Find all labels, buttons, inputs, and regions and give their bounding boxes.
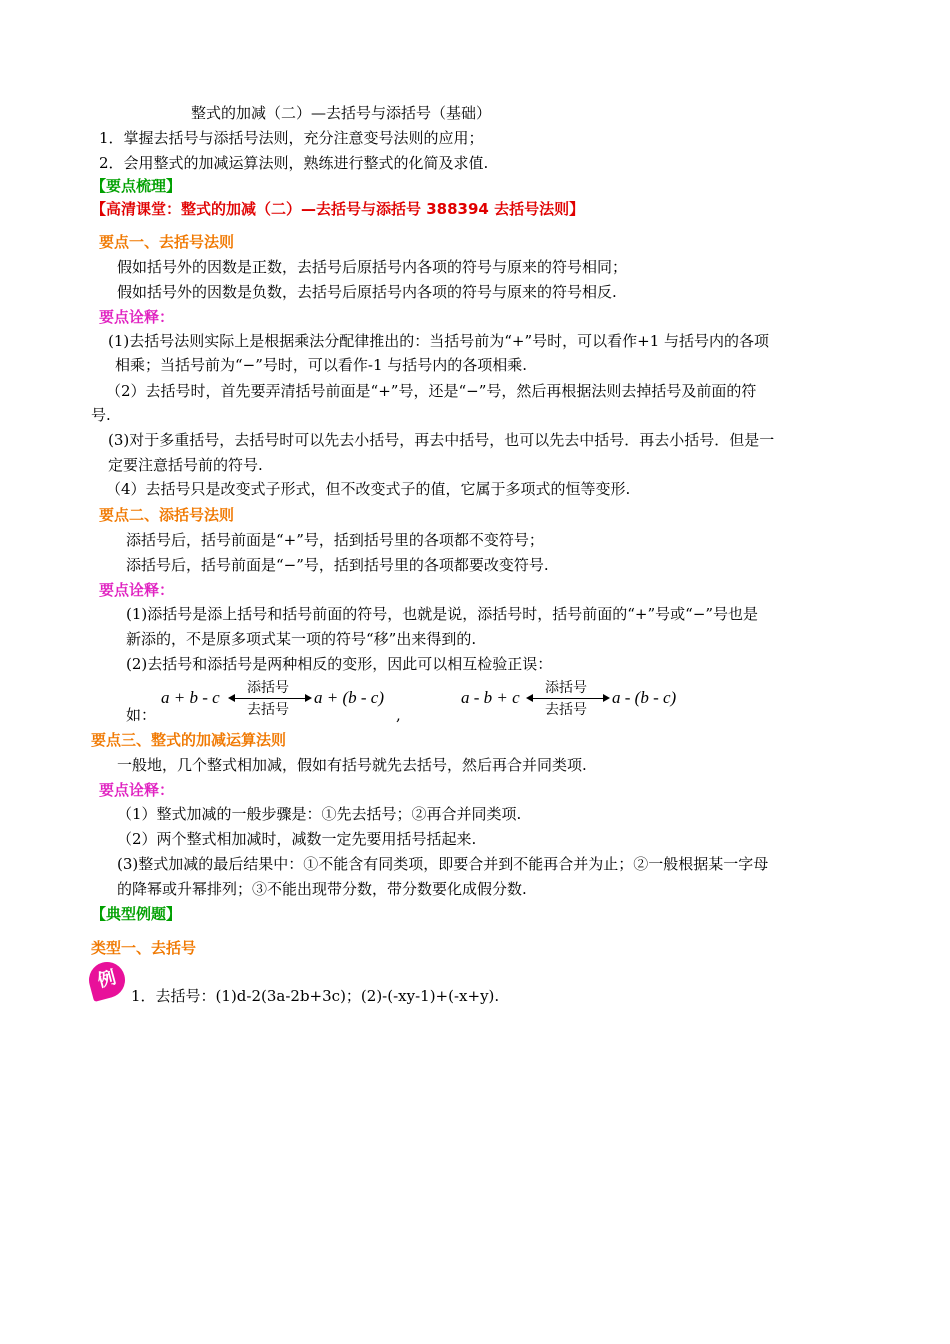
examples-heading: 【典型例题】 [91,905,182,923]
point2-line-2: 添括号后，括号前面是“−”号，括到括号里的各项都要改变符号. [126,556,549,574]
example-prefix: 如： [126,706,157,724]
point1-note-7: （4）去括号只是改变式子形式，但不改变式子的值，它属于多项式的恒等变形. [106,480,631,498]
point3-note-heading: 要点诠释： [99,781,175,799]
page-title: 整式的加减（二）—去括号与添括号（基础） [191,104,492,122]
point2-line-1: 添括号后，括号前面是“+”号，括到括号里的各项都不变符号； [126,531,544,549]
point3-note-4: 的降幂或升幂排列；③不能出现带分数，带分数要化成假分数. [117,880,527,898]
point2-note-heading: 要点诠释： [99,581,175,599]
point1-heading: 要点一、去括号法则 [99,233,235,251]
point3-heading: 要点三、整式的加减运算法则 [91,731,287,749]
point2-note-3: (2)去括号和添括号是两种相反的变形，因此可以相互检验正误： [126,655,553,673]
point1-note-heading: 要点诠释： [99,308,175,326]
formula1-right: a + (b - c) [314,688,385,707]
formula2-left: a - b + c [461,688,520,707]
example-badge-icon: 例 [85,958,129,1002]
formula2-right: a - (b - c) [612,688,677,707]
point3-line: 一般地，几个整式相加减，假如有括号就先去括号，然后再合并同类项. [117,756,587,774]
formula1-left: a + b - c [161,688,220,707]
formula-comma: , [396,706,401,724]
point1-note-6: 定要注意括号前的符号. [108,456,263,474]
point3-note-1: （1）整式加减的一般步骤是：①先去括号；②再合并同类项. [117,805,522,823]
point3-note-3: (3)整式加减的最后结果中：①不能含有同类项，即要合并到不能再合并为止；②一般根据某一字母 [117,855,769,873]
point1-line-2: 假如括号外的因数是负数，去括号后原括号内各项的符号与原来的符号相反. [117,283,617,301]
formula2-add-label: 添括号 [545,680,587,696]
point2-heading: 要点二、添括号法则 [99,506,235,524]
point1-note-5: (3)对于多重括号，去括号时可以先去小括号，再去中括号，也可以先去中括号．再去小括号．但是一 [108,431,775,449]
formula2-double-arrow [528,698,608,699]
formula2-remove-label: 去括号 [545,702,587,718]
goal-1: 1．掌握去括号与添括号法则，充分注意变号法则的应用； [99,129,484,147]
formula1-add-label: 添括号 [247,680,289,696]
course-heading: 【高清课堂：整式的加减（二）—去括号与添括号 388394 去括号法则】 [91,200,585,218]
point1-note-3: （2）去括号时，首先要弄清括号前面是“+”号，还是“−”号，然后再根据法则去掉括号及前面的符 [106,382,757,400]
type1-heading: 类型一、去括号 [91,939,197,957]
point3-note-2: （2）两个整式相加减时，减数一定先要用括号括起来. [117,830,477,848]
point1-note-2: 相乘；当括号前为“−”号时，可以看作-1 与括号内的各项相乘. [115,356,528,374]
point2-note-1: (1)添括号是添上括号和括号前面的符号，也就是说，添括号时，括号前面的“+”号或“−”号也是 [126,605,759,623]
point1-note-1: (1)去括号法则实际上是根据乘法分配律推出的：当括号前为“+”号时，可以看作+1 与括号内的各项 [108,332,770,350]
point1-line-1: 假如括号外的因数是正数，去括号后原括号内各项的符号与原来的符号相同； [117,258,628,276]
formula1-double-arrow [230,698,310,699]
question-1: 1．去括号：(1)d-2(3a-2b+3c)；(2)-(-xy-1)+(-x+y). [131,987,500,1005]
formula1-remove-label: 去括号 [247,702,289,718]
point1-note-4: 号. [91,406,111,424]
point2-note-2: 新添的，不是原多项式某一项的符号“移”出来得到的. [126,630,477,648]
summary-heading: 【要点梳理】 [91,177,182,195]
goal-2: 2．会用整式的加减运算法则，熟练进行整式的化简及求值. [99,154,489,172]
